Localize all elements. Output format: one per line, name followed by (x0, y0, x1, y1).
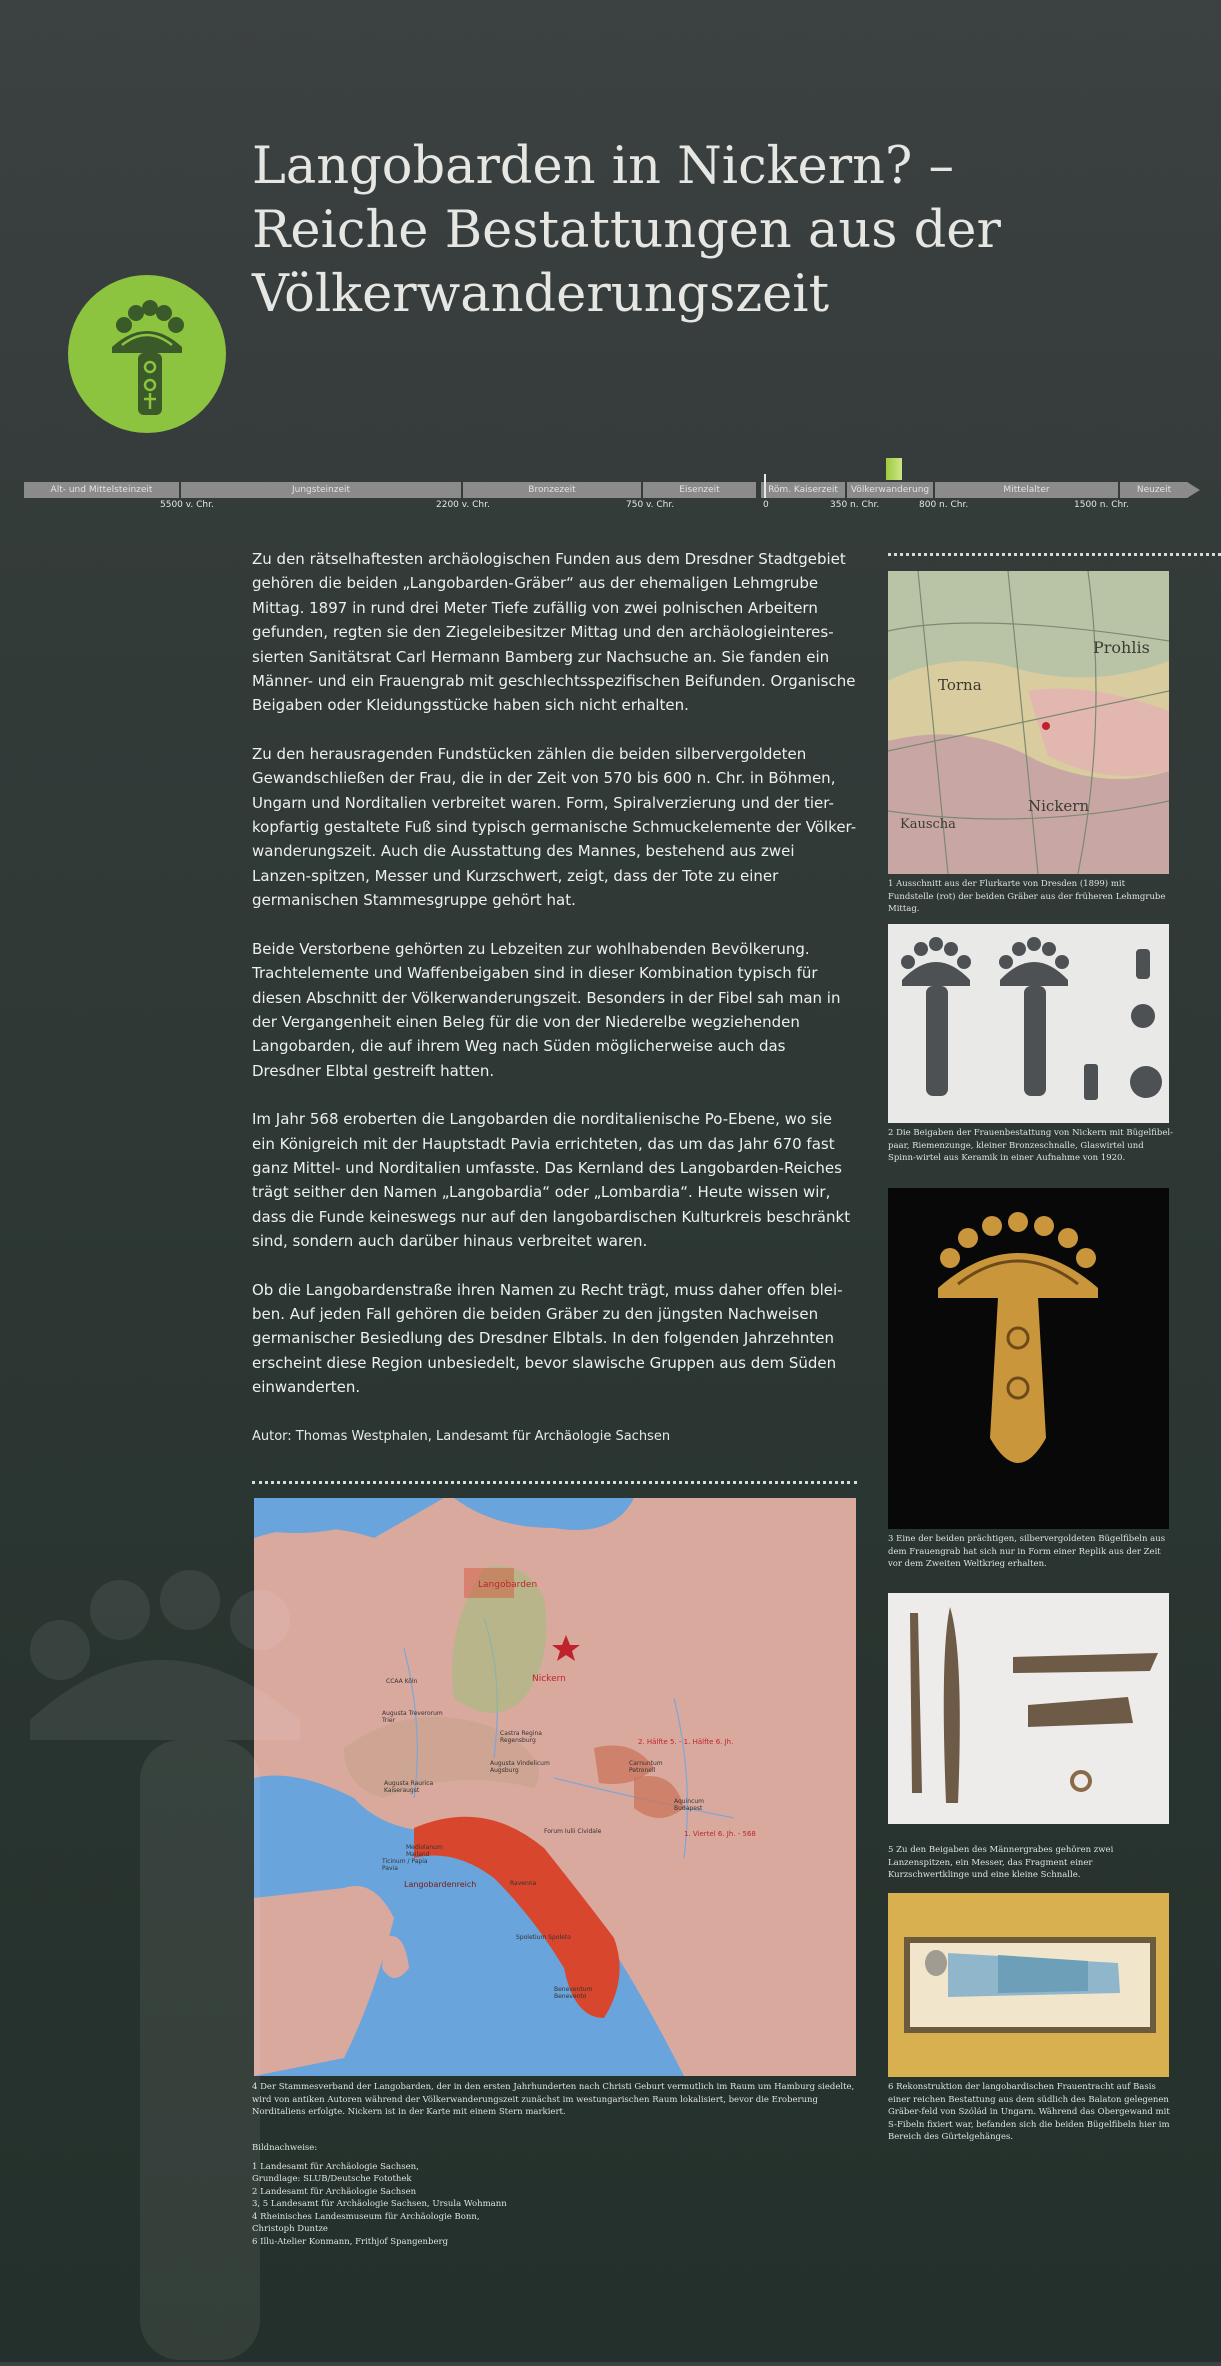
map-label: Spoletium Spoleto (516, 1934, 571, 1941)
credits-title: Bildnachweise: (252, 2143, 318, 2153)
map-label-langobarden: Langobarden (478, 1580, 538, 1590)
timeline-date: 750 v. Chr. (626, 500, 675, 510)
timeline-era: Alt- und Mittelsteinzeit (24, 482, 179, 498)
map-label: Prohlis (1093, 638, 1150, 657)
map-label: CCAA Köln (386, 1678, 418, 1685)
map-label: Mediolanum Mailand (406, 1844, 443, 1858)
paragraph-3: Beide Verstorbene gehörten zu Lebzeiten zur wohlhabenden Bevölkerung. Trachtelemente und Waffenbeigaben sind in dieser Kombination typisch für diesen Abschnitt der Völkerwanderungszeit. Besonders in der Fibel sah man in der Vergangenheit einen Beleg für die von der Niederelbe wegziehenden Langobarden, die auf ihrem Weg nach Süden möglicherweise auch das Dresdner Elbtal gestreift hatten. (252, 939, 841, 1080)
timeline-era: Mittelalter (935, 482, 1118, 498)
figure-6-reconstruction (888, 1893, 1169, 2077)
author-line: Autor: Thomas Westphalen, Landesamt für Archäologie Sachsen (252, 1429, 671, 1444)
image-credits (252, 2142, 652, 2248)
map-label: Beneventum Benevento (554, 1986, 593, 2000)
paragraph-4: Im Jahr 568 eroberten die Langobarden die norditalienische Po-Ebene, wo sie ein Königreich mit der Hauptstadt Pavia errichteten, das um das Jahr 670 fast ganz Mittel- und Norditalien umfasste. Das Kernland des Langobarden-Reiches trägt seither den Namen „Langobardia“ oder „Lombardia“. Heute wissen wir, dass die Funde keineswegs nur auf den langobardischen Kulturkreis beschränkt sind, sondern auch darüber hinaus verbreitet waren. (252, 1110, 851, 1251)
credits-line: 4 Rheinisches Landesmuseum für Archäologie Bonn, (252, 2211, 480, 2222)
map-label: Aquincum Budapest (674, 1798, 705, 1812)
figure-6-caption: 6 Rekonstruktion der langobardischen Frauentracht auf Basis einer reichen Bestattung aus dem südlich des Balaton gelegenen Gräber-feld von Szólád in Ungarn. Während das Obergewand mit S-Fibeln fixiert war, befanden sich die beiden Bügelfibeln hier im Bereich des Gürtelgehänges. (888, 2082, 1170, 2142)
map-label: Augusta Vindelicum Augsburg (490, 1760, 550, 1774)
timeline-date: 800 n. Chr. (919, 500, 969, 510)
map-label: Castra Regina Regensburg (500, 1730, 542, 1744)
timeline-era: Jungsteinzeit (181, 482, 461, 498)
credits-line: 3, 5 Landesamt für Archäologie Sachsen, Ursula Wohmann (252, 2199, 507, 2209)
timeline-era-highlight: Völkerwanderung (847, 482, 933, 498)
title-line-2: Reiche Bestattungen aus der (252, 201, 1001, 260)
figure-3-golden-brooch (888, 1188, 1169, 1529)
timeline-era: Bronzezeit (463, 482, 641, 498)
map-label: Ticinum / Papia Pavia (382, 1858, 428, 1872)
timeline-era: Neuzeit (1120, 482, 1188, 498)
map-label-period: 1. Viertel 6. Jh. - 568 (684, 1830, 756, 1838)
map-label: Augusta Treverorum Trier (382, 1710, 443, 1724)
figure-5-weapons (888, 1593, 1169, 1824)
timeline-era: Eisenzeit (643, 482, 756, 498)
timeline-marker (886, 458, 902, 480)
brooch-logo-icon (68, 275, 226, 433)
article-body (252, 547, 857, 1424)
timeline-zero-line (764, 474, 766, 498)
figure-3-caption: 3 Eine der beiden prächtigen, silbervergoldeten Bügelfibeln aus dem Frauengrab hat sich nur in Form einer Replik aus der Zeit vor dem Zweiten Weltkrieg erhalten. (888, 1534, 1166, 1569)
timeline-date: 1500 n. Chr. (1074, 500, 1129, 510)
figure-4-europe-map (254, 1498, 856, 2076)
dotted-divider (888, 553, 1221, 556)
figure-2-grave-goods (888, 924, 1169, 1123)
paragraph-1: Zu den rätselhaftesten archäologischen Funden aus dem Dresdner Stadtgebiet gehören die beiden „Langobarden-Gräber“ aus der ehemaligen Lehmgrube Mittag. 1897 in rund drei Meter Tiefe zufällig von zwei polnischen Arbeitern gefunden, regten sie den Ziegeleibesitzer Mittag und den archäologieinteres-sierten Sanitätsrat Carl Hermann Bamberg zur Nachsuche an. Sie fanden ein Männer- und ein Frauengrab mit geschlechtsspezifischen Beifunden. Organische Beigaben oder Kleidungsstücke haben sich nicht erhalten. (252, 550, 856, 715)
map-label: Kauscha (900, 817, 956, 832)
page-title (252, 135, 1052, 327)
map-label: Augusta Raurica Kaiseraugst (384, 1780, 434, 1794)
credits-line: 2 Landesamt für Archäologie Sachsen (252, 2186, 417, 2197)
figure-1-historic-map (888, 571, 1169, 874)
credits-line: Christoph Duntze (252, 2224, 328, 2234)
figure-1-caption: 1 Ausschnitt aus der Flurkarte von Dresden (1899) mit Fundstelle (rot) der beiden Gräber aus der früheren Lehmgrube Mittag. (888, 879, 1166, 914)
title-line-1: Langobarden in Nickern? – (252, 137, 955, 196)
credits-line: 1 Landesamt für Archäologie Sachsen, (252, 2161, 419, 2172)
timeline-date: 350 n. Chr. (830, 500, 880, 510)
timeline-date: 2200 v. Chr. (436, 500, 490, 510)
figure-5-caption: 5 Zu den Beigaben des Männergrabes gehören zwei Lanzenspitzen, ein Messer, das Fragment einer Kurzschwertklinge und eine kleine Schnalle. (888, 1845, 1114, 1880)
map-label-langobardenreich: Langobardenreich (404, 1880, 477, 1889)
timeline-arrow-icon (1187, 482, 1200, 498)
paragraph-5: Ob die Langobardenstraße ihren Namen zu Recht trägt, muss daher offen blei-ben. Auf jeden Fall gehören die beiden Gräber zu den jüngsten Nachweisen germanischer Besiedlung des Dresdner Elbtals. In den folgenden Jahrzehnten erscheint diese Region unbesiedelt, bevor slawische Gruppen aus dem Süden einwanderten. (252, 1280, 843, 1397)
figure-4-caption: 4 Der Stammesverband der Langobarden, der in den ersten Jahrhunderten nach Christi Geburt vermutlich im Raum um Hamburg siedelte, wird von antiken Autoren während der Völkerwanderungszeit zunächst im westungarischen Raum lokalisiert, bevor die Eroberung Norditaliens erfolgte. Nickern ist in der Karte mit einem Stern markiert. (252, 2082, 855, 2117)
map-label-nickern: Nickern (532, 1674, 566, 1684)
map-label: Nickern (1028, 797, 1090, 815)
map-label: Ravenna (510, 1880, 537, 1887)
credits-line: Grundlage: SLUB/Deutsche Fotothek (252, 2174, 412, 2184)
timeline-era: Röm. Kaiserzeit (761, 482, 845, 498)
figure-2-caption: 2 Die Beigaben der Frauenbestattung von Nickern mit Bügelfibel-paar, Riemenzunge, kleiner Bronzeschnalle, Glaswirtel und Spinn-wirtel aus Keramik in einer Aufnahme von 1920. (888, 1128, 1173, 1163)
credits-line: 6 Illu-Atelier Konmann, Frithjof Spangenberg (252, 2236, 449, 2247)
paragraph-2: Zu den herausragenden Fundstücken zählen die beiden silbervergoldeten Gewandschließen der Frau, die in der Zeit von 570 bis 600 n. Chr. in Böhmen, Ungarn und Norditalien verbreitet waren. Form, Spiralverzierung und der tier-kopfartig gestaltete Fuß sind typisch germanische Schmuckelemente der Völker-wanderungszeit. Auch die Ausstattung des Mannes, bestehend aus zwei Lanzen-spitzen, Messer und Kurzschwert, zeigt, dass der Tote zu einer germanischen Stammesgruppe gehört hat. (252, 744, 857, 910)
map-label: Torna (938, 676, 982, 694)
map-label-period: 2. Hälfte 5. - 1. Hälfte 6. Jh. (638, 1738, 734, 1746)
timeline-date: 5500 v. Chr. (160, 500, 214, 510)
timeline-date: 0 (763, 500, 769, 510)
timeline (24, 482, 1200, 510)
map-label: Carnuntum Petronell (629, 1760, 663, 1774)
dotted-divider (252, 1481, 857, 1484)
title-line-3: Völkerwanderungszeit (252, 265, 830, 324)
map-label: Forum Iulii Cividale (544, 1828, 602, 1835)
